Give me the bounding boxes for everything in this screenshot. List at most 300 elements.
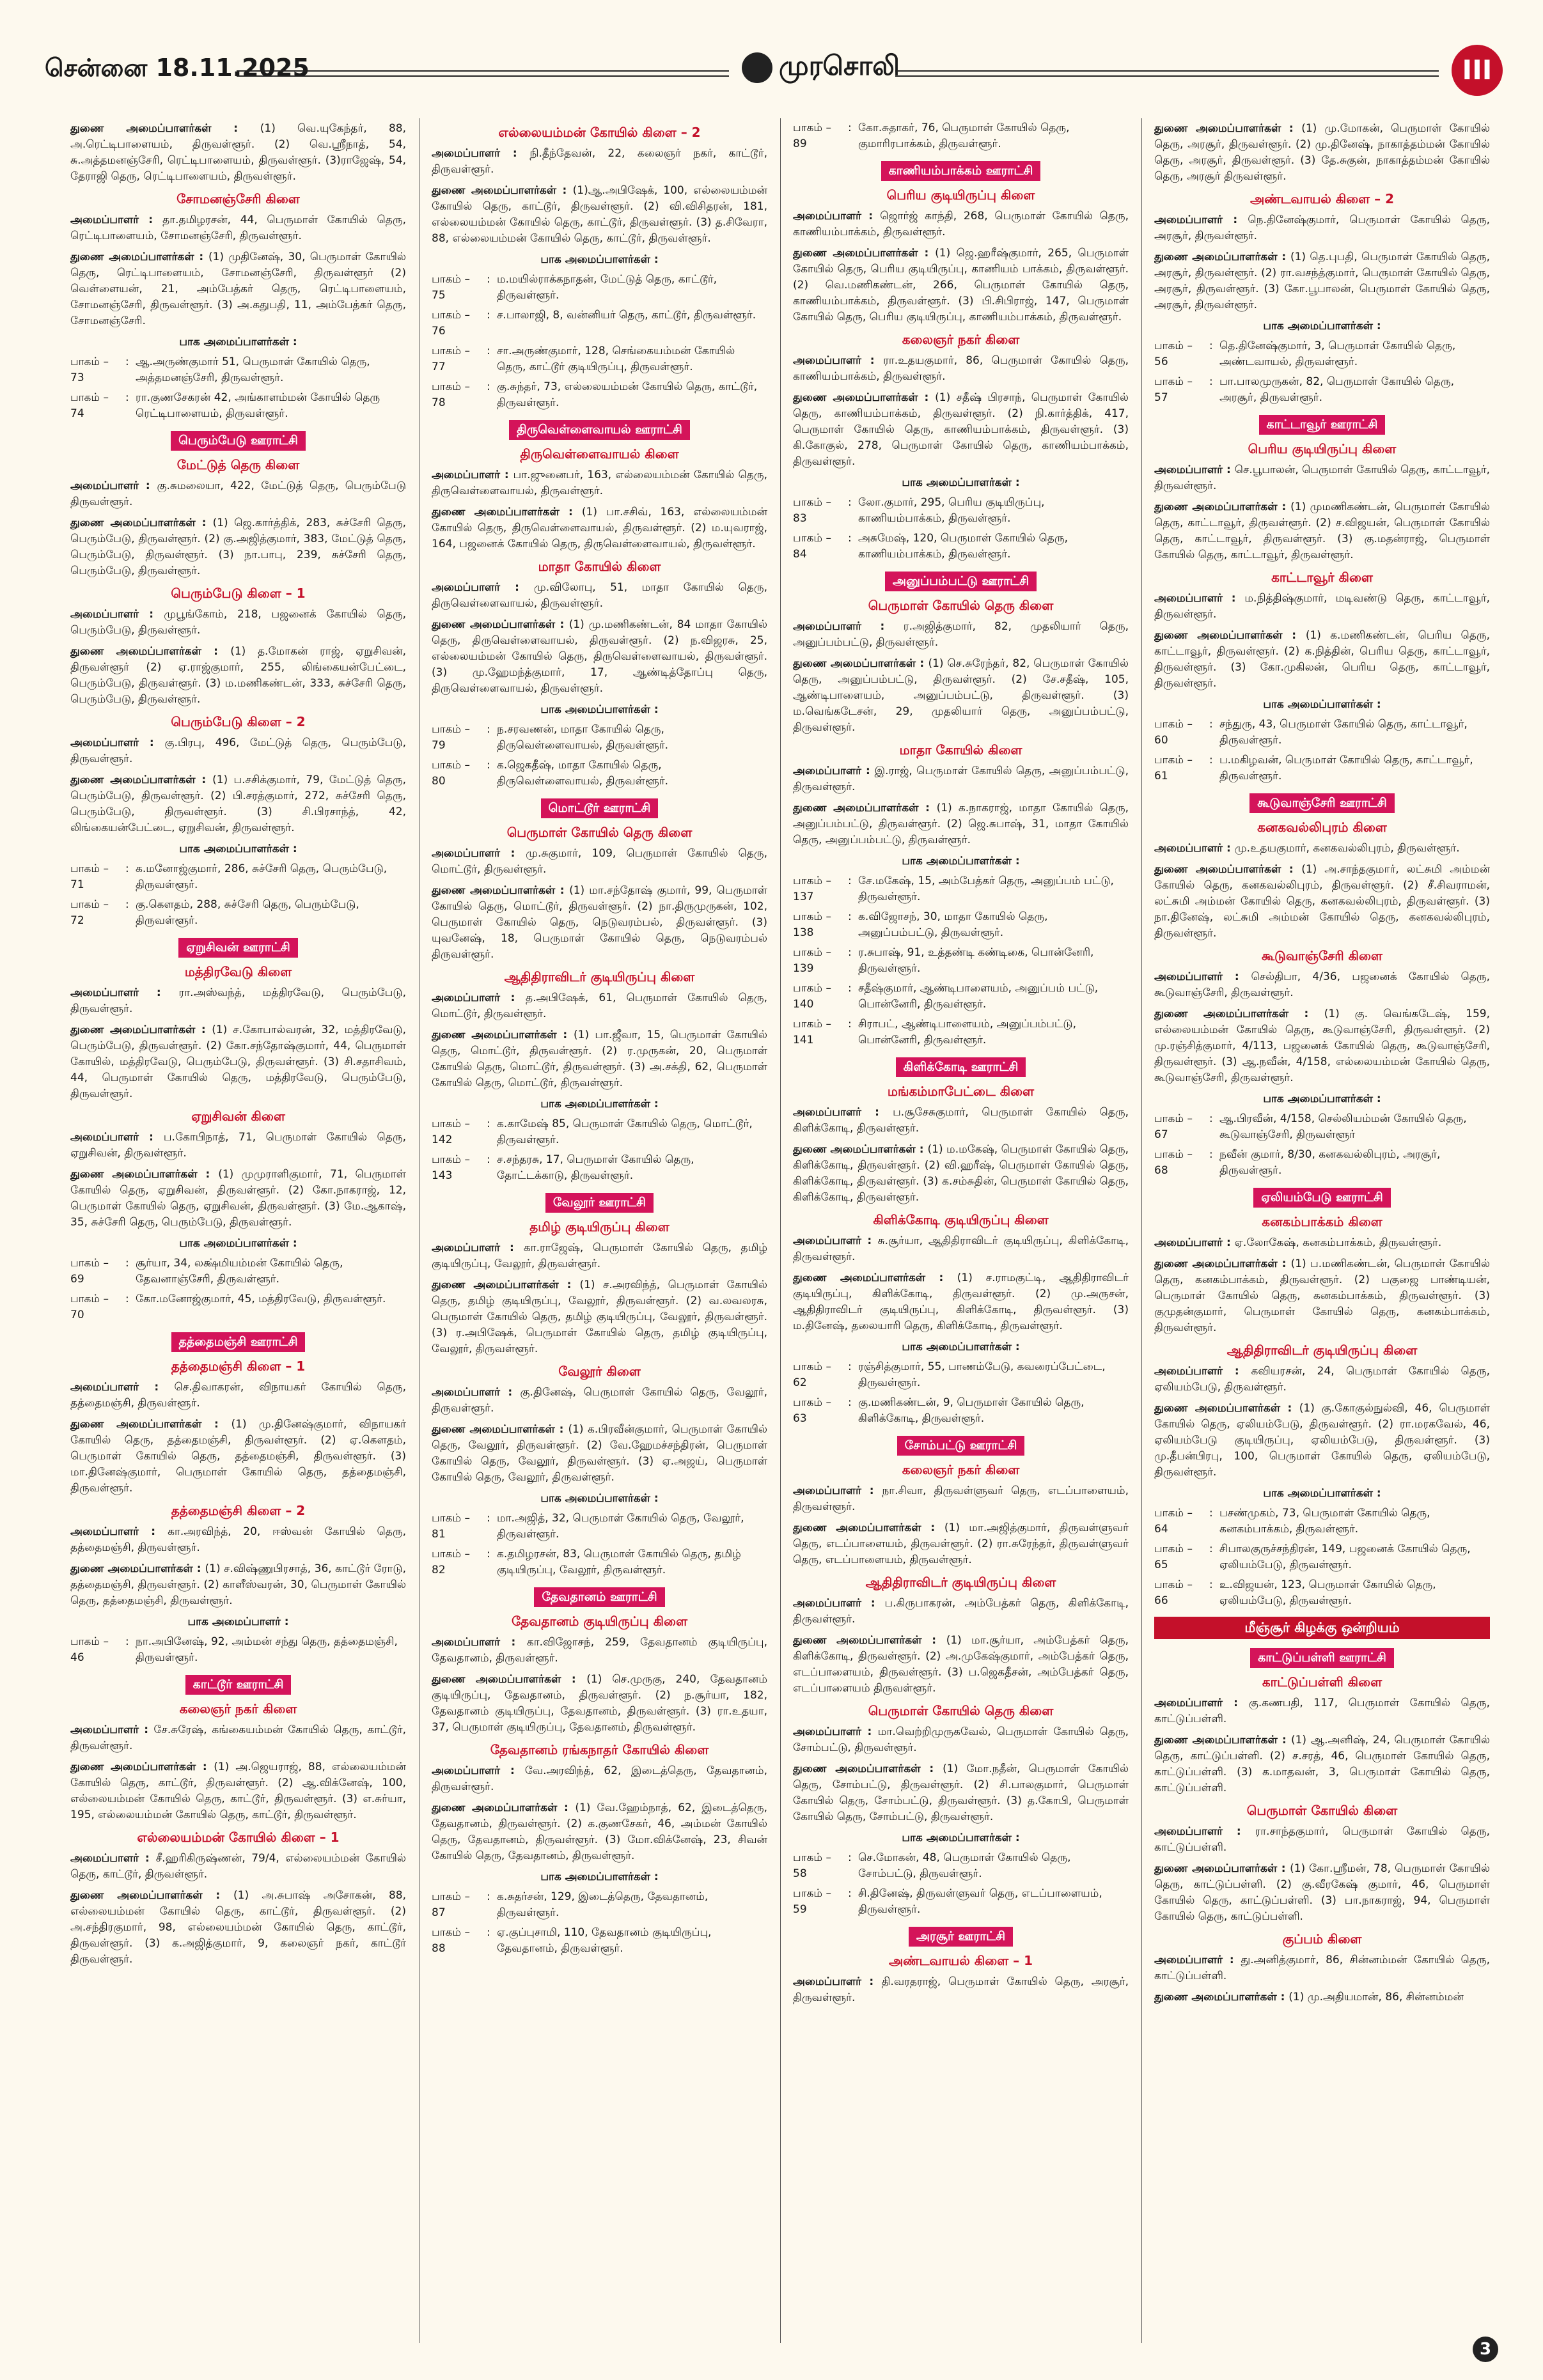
office-bearer-entry [432,1240,767,1272]
booth-entry [432,1116,767,1148]
role-label: துணை அமைப்பாளர்கள் : [793,391,936,404]
role-label: துணை அமைப்பாளர்கள் : [1154,863,1302,876]
booth-entry [793,1850,1129,1882]
booth-number: பாகம் – 84 [793,532,831,561]
office-bearer-entry [1154,591,1490,623]
entry-text: (1) அ.ஜெயராஜ், 88, எல்லையம்மன் கோயில் தெரு, காட்டூர், திருவள்ளூர். (2) ஆ.விக்னேஷ், 100, எல்லையம்மன் கோயில் தெரு, காட்டூர், திருவள்ளூர். (3) எ.சுர்யா, 195, எல்லையம்மன் கோயில் தெரு, காட்டூர், திருவள்ளூர். [70,1761,406,1821]
booth-subheading: பாக அமைப்பாளர்கள் : [1263,1093,1381,1105]
office-bearer-entry [432,467,767,499]
entry-text: மு.உதயகுமார், கனகவல்லிபுரம், திருவள்ளூர். [1234,842,1460,855]
booth-organiser: சந்துரு, 43, பெருமாள் கோயில் தெரு, காட்டாவூர், திருவள்ளூர். [1219,718,1468,747]
office-bearer-entry [432,617,767,697]
role-label: அமைப்பாளர் : [1154,463,1235,476]
entry-text: ரா.உதயகுமார், 86, பெருமாள் கோயில் தெரு, காணியம்பாக்கம், திருவள்ளூர். [793,354,1129,383]
separator: : [848,121,852,134]
booth-subheading: பாக அமைப்பாளர்கள் : [902,855,1020,867]
office-bearer-entry [793,1761,1129,1825]
booth-entry [1154,374,1490,406]
booth-subheading: பாக அமைப்பாளர்கள் : [179,843,297,855]
booth-entry [1154,717,1490,749]
role-label: துணை அமைப்பாளர்கள் : [432,1801,576,1814]
office-bearer-entry [70,1851,406,1883]
separator: : [848,910,852,923]
entry-text: (1) மு.தினேஷ்குமார், விநாயகர் கோயில் தெரு, தத்தைமஞ்சி, திருவள்ளூர். (2) ஏ.கௌதம், பெருமாள் கோயில் தெரு, தத்தைமஞ்சி, திருவள்ளூர். (3) மா.தினேஷ்குமார், பெருமாள் கோயில் தெரு, தத்தைமஞ்சி, திருவள்ளூர். [70,1418,406,1495]
office-bearer-entry [432,183,767,247]
entry-text: கு.பிரபு, 496, மேட்டுத் தெரு, பெரும்பேடு, திருவள்ளூர். [70,736,406,765]
role-label: துணை அமைப்பாளர்கள் : [70,1023,212,1036]
entry-text: (1) கு.கோகுல்நுல்வி, 46, பெருமாள் கோயில் தெரு, ஏலியம்பேடு, திருவள்ளூர். (2) ரா.மரகவேல், 46, ஏலியம்பேடு குடியிருப்பு, ஏலியம்பேடு, திருவள்ளூர். (3) மு.தீபன்பிரபு, 100, பெருமாள் கோயில் தெரு, ஏலியம்பேடு, திருவள்ளூர். [1154,1402,1490,1479]
branch-heading: அண்டவாயல் கிளை – 1 [888,1953,1033,1968]
office-bearer-entry [793,1974,1129,2006]
booth-entry [70,861,406,893]
role-label: அமைப்பாளர் : [793,765,875,777]
role-label: துணை அமைப்பாளர்கள் : [432,1673,587,1686]
office-bearer-entry [793,619,1129,651]
booth-number: பாகம் – 87 [432,1890,470,1919]
booth-entry [793,1886,1129,1918]
separator: : [848,1887,852,1900]
column-4 [1154,118,1490,2343]
entry-text: கா.அரவிந்த், 20, ஈஸ்வன் கோயில் தெரு, தத்தைமஞ்சி, திருவள்ளூர். [70,1525,406,1554]
booth-number: பாகம் – 143 [432,1153,470,1182]
office-bearer-entry [1154,499,1490,563]
entry-text: (1) ஜெ.கார்த்திக், 283, சுச்சேரி தெரு, பெரும்பேடு, திருவள்ளூர். (2) கு.அஜித்குமார், 383, மேட்டுத் தெரு, பெரும்பேடு, திருவள்ளூர். (3) நா.பாபு, 239, சுச்சேரி தெரு, பெரும்பேடு, திருவள்ளூர். [70,517,406,577]
booth-number: பாகம் – 64 [1154,1507,1193,1536]
role-label: துணை அமைப்பாளர்கள் : [70,1418,231,1431]
separator: : [1209,718,1213,731]
role-label: துணை அமைப்பாளர்கள் : [793,1272,957,1284]
booth-organiser: க.விஜோசந், 30, மாதா கோயில் தெரு, அனுப்பம்பட்டு, திருவள்ளூர். [858,910,1048,939]
panchayat-heading: பெரும்பேடு ஊராட்சி [171,431,306,451]
office-bearer-entry [793,1724,1129,1756]
office-bearer-entry [70,1722,406,1754]
role-label: அமைப்பாளர் : [1154,1954,1241,1966]
role-label: அமைப்பாளர் : [432,847,526,860]
entry-text: (1) ஆ.அனிஷ், 24, பெருமாள் கோயில் தெரு, காட்டுப்பள்ளி. (2) ச.சரத், 46, பெருமாள் கோயில் தெரு, காட்டுப்பள்ளி. (3) க.மாதவன், 3, பெருமாள் கோயில் தெரு, காட்டுப்பள்ளி. [1154,1734,1490,1794]
office-bearer-entry [1154,1401,1490,1481]
role-label: அமைப்பாளர் : [793,1725,878,1738]
entry-text: (1) பா.ஜீவா, 15, பெருமாள் கோயில் தெரு, மொட்டூர், திருவள்ளூர். (2) ர.முருகன், 20, பெருமாள் கோயில் தெரு, மொட்டூர், திருவள்ளூர். (3) அ.சக்தி, 62, பெருமாள் கோயில் தெரு, மொட்டூர், திருவள்ளூர். [432,1029,767,1089]
entry-text: மு.விலோபு, 51, மாதா கோயில் தெரு, திருவெள்ளைவாயல், திருவள்ளூர். [432,581,767,610]
office-bearer-entry [793,1142,1129,1206]
entry-text: செ.திவாகரன், விநாயகர் கோயில் தெரு, தத்தைமஞ்சி, திருவள்ளூர். [70,1381,406,1410]
branch-heading: ஏறுசிவன் கிளை [191,1108,285,1124]
branch-heading: கிளிக்கோடி குடியிருப்பு கிளை [873,1212,1049,1227]
booth-entry [432,1152,767,1184]
office-bearer-entry [793,1483,1129,1515]
branch-heading: பெருமாள் கோயில் தெரு கிளை [868,1703,1054,1718]
entry-text: (1) ச.ராமகுட்டி, ஆதிதிராவிடர் குடியிருப்பு, கிளிக்கோடி, திருவள்ளூர். (2) மு.அருசன், ஆதிதிராவிடர் குடியிருப்பு, கிளிக்கோடி, திருவள்ளூர். (3) ம.தினேஷ், தலையாரி தெரு, கிளிக்கோடி, திருவள்ளூர். [793,1272,1129,1332]
entry-text: (1) மா.சந்தோஷ் குமார், 99, பெருமாள் கோயில் தெரு, மொட்டூர், திருவள்ளூர். (2) நா.திருமுருகன், 102, பெருமாள் கோயில் தெரு, நெடுவரம்பல், திருவள்ளூர். (3) யுவனேஷ், 18, பெருமாள் கோயில் தெரு, நெடுவரம்பல் திருவள்ளூர். [432,884,767,961]
booth-entry [1154,1147,1490,1179]
booth-number: பாகம் – 59 [793,1887,831,1916]
entry-text: ஜொர்ஜ் காந்தி, 268, பெருமாள் கோயில் தெரு, காணியம்பாக்கம், திருவள்ளூர். [793,210,1129,238]
booth-entry [793,120,1129,152]
separator: : [1209,1112,1213,1125]
booth-subheading: பாக அமைப்பாளர்கள் : [902,476,1020,489]
booth-organiser: சா.அருண்குமார், 128, செங்கையம்மன் கோயில் தெரு, காட்டூர் குடியிருப்பு, திருவள்ளூர். [497,345,735,373]
entry-text: இ.ராஜ், பெருமாள் கோயில் தெரு, அனுப்பம்பட்டு, திருவள்ளூர். [793,765,1129,793]
booth-number: பாகம் – 141 [793,1018,831,1046]
booth-subheading: பாக அமைப்பாளர்கள் : [540,1492,659,1505]
entry-text: (1) பா.சசிவ், 163, எல்லையம்மன் கோயில் தெரு, திருவெள்ளைவாயல், திருவள்ளூர். (2) ம.யுவராஜ், 164, பஜனைக் கோயில் தெரு, திருவெள்ளைவாயல், திருவள்ளூர். [432,506,767,550]
office-bearer-entry [1154,249,1490,313]
office-bearer-entry [1154,1006,1490,1086]
booth-organiser: அசுமேஷ், 120, பெருமாள் கோயில் தெரு, காணியம்பாக்கம், திருவள்ளூர். [858,532,1069,561]
entry-text: செ.பூபாலன், பெருமாள் கோயில் தெரு, காட்டாவூர், திருவள்ளூர். [1154,463,1490,492]
role-label: துணை அமைப்பாளர்கள் : [793,1521,944,1534]
office-bearer-entry [432,990,767,1022]
booth-number: பாகம் – 70 [70,1293,109,1321]
union-banner: மீஞ்சூர் கிழக்கு ஒன்றியம் [1154,1617,1490,1639]
separator: : [848,875,852,887]
booth-number: பாகம் – 77 [432,345,470,373]
office-bearer-entry [1154,212,1490,244]
role-label: அமைப்பாளர் : [793,1597,885,1610]
entry-text: (1) ப.சசிக்குமார், 79, மேட்டுத் தெரு, பெரும்பேடு, திருவள்ளூர். (2) பி.சரத்குமார், 272, சுச்சேரி தெரு, பெரும்பேடு, திருவள்ளூர். (3) சி.பிரசாந்த், 42, லிங்கையன்பேட்டை, ஏறுசிவன், திருவள்ளூர். [70,774,406,834]
office-bearer-entry [1154,1989,1490,2005]
office-bearer-entry [70,985,406,1017]
role-label: துணை அமைப்பாளர்கள் : [70,1761,214,1773]
entry-text: (1) க.பிரவீன்குமார், பெருமாள் கோயில் தெரு, வேலூர், திருவள்ளூர். (2) வே.ஹேமச்சந்திரன், பெருமாள் கோயில் தெரு, வேலூர், திருவள்ளூர். (3) ஏ.அஜய், பெருமாள் கோயில் தெரு, வேலூர், திருவள்ளூர். [432,1423,767,1484]
booth-organiser: சிராபட், ஆண்டிபாளையம், அனுப்பம்பட்டு, பொன்னேரி, திருவள்ளூர். [858,1018,1077,1046]
panchayat-heading: தத்தைமஞ்சி ஊராட்சி [171,1332,306,1352]
column-3 [793,118,1129,2343]
role-label: துணை அமைப்பாளர்கள் : [70,645,231,658]
entry-text: (1) அ.சுபாஷ் அசோகன், 88, எல்லையம்மன் கோயில் தெரு, காட்டூர், திருவள்ளூர். (2) அ.சந்திரகுமார், 98, எல்லையம்மன் கோயில் தெரு, காட்டூர், திருவள்ளூர். (3) க.அஜித்குமார், 9, கலைஞர் நகர், காட்டூர் திருவள்ளூர். [70,1889,406,1966]
separator: : [1209,1507,1213,1520]
panchayat-heading: சோம்பட்டு ஊராட்சி [897,1436,1025,1456]
role-label: துணை அமைப்பாளர்கள் : [432,1029,574,1041]
branch-heading: மங்கம்மாபேட்டை கிளை [887,1084,1035,1099]
entry-text: (1) கு. வெங்கடேஷ், 159, எல்லையம்மன் கோயில் தெரு, கூடுவாஞ்சேரி, திருவள்ளூர். (2) மு.ரஞ்சித்குமார், 4/113, பஜனைக் கோயில் தெரு, கூடுவாஞ்சேரி, திருவள்ளூர். (3) ஆ.நவீன், 4/158, எல்லையம்மன் கோயில் தெரு, கூடுவாஞ்சேரி, திருவள்ளூர். [1154,1007,1490,1084]
entry-text: (1) வெ.யுகேந்தர், 88, அ.ரெட்டிபாளையம், திருவள்ளூர். (2) வெ.ஸ்ரீநாத், 54, சு.அத்தமனஞ்சேரி, ரெட்டிபாளையம், திருவள்ளூர். (3)ராஜேஷ், 54, தேராஜி தெரு, ரெட்டிபாளையம், திருவள்ளூர். [70,122,406,183]
role-label: அமைப்பாளர் : [70,736,165,749]
booth-number: பாகம் – 62 [793,1360,831,1389]
separator: : [125,898,129,911]
issue-date: சென்னை 18.11.2025 [45,54,309,82]
office-bearer-entry [793,763,1129,795]
role-label: துணை அமைப்பாளர்கள் : [1154,1257,1291,1270]
role-label: அமைப்பாளர் : [1154,842,1235,855]
role-label: துணை அமைப்பாளர்கள் : [1154,251,1290,263]
role-label: அமைப்பாளர் : [70,479,157,492]
entry-text: (1) முமணிகண்டன், பெருமாள் கோயில் தெரு, காட்டாவூர், திருவள்ளூர். (2) ச.விஜயன், பெருமாள் கோயில் தெரு, காட்டாவூர், திருவள்ளூர். (3) கு.மதன்ராஜ், பெருமாள் கோயில் தெரு, காட்டாவூர், திருவள்ளூர். [1154,501,1490,561]
panchayat-heading: காட்டாவூர் ஊராட்சி [1259,415,1386,435]
booth-number: பாகம் – 83 [793,496,831,525]
panchayat-heading: காணியம்பாக்கம் ஊராட்சி [881,161,1041,181]
office-bearer-entry [1154,1732,1490,1796]
role-label: துணை அமைப்பாளர்கள் : [432,506,582,518]
separator: : [848,1396,852,1409]
office-bearer-entry [793,1596,1129,1628]
branch-heading: ஆதிதிராவிடர் குடியிருப்பு கிளை [1226,1342,1418,1358]
entry-text: (1) முதினேஷ், 30, பெருமாள் கோயில் தெரு, ரெட்டிபாளையம், சோமனஞ்சேரி, திருவள்ளூர் (2) வெள்ளையன், 21, அம்பேத்கர் தெரு, ரெட்டிபாளையம், சோமனஞ்சேரி, திருவள்ளூர். (3) அ.கதுபதி, 11, அம்பேத்கர் தெரு, சோமனஞ்சேரி. [70,251,406,327]
booth-number: பாகம் – 63 [793,1396,831,1425]
office-bearer-entry [432,846,767,878]
role-label: துணை அமைப்பாளர்கள் : [793,1143,928,1156]
booth-organiser: ச.பாலாஜி, 8, வன்னியர் தெரு, காட்டூர், திருவள்ளூர். [497,309,756,322]
office-bearer-entry [793,1105,1129,1137]
booth-entry [793,981,1129,1013]
booth-entry [70,1634,406,1666]
booth-entry [1154,1111,1490,1143]
panchayat-heading: அனுப்பம்பட்டு ஊராட்சி [885,572,1037,591]
office-bearer-entry [432,580,767,612]
booth-organiser: கோ.சுதாகர், 76, பெருமாள் கோயில் தெரு, குமாரிரபாக்கம், திருவள்ளூர். [858,121,1070,150]
column-2 [432,118,767,2343]
booth-organiser: ந.சரவணன், மாதா கோயில் தெரு, திருவெள்ளைவாயல், திருவள்ளூர். [497,723,669,752]
entry-text: (1)ஆ.அபிஷேக், 100, எல்லையம்மன் கோயில் தெரு, காட்டூர், திருவள்ளூர். (2) வி.விசிதரன், 181, எல்லையம்மன் கோயில் தெரு, காட்டூர், திருவள்ளூர். (3) த.சிவேரா, 88, எல்லையம்மன் கோயில் தெரு, காட்டூர், திருவள்ளூர். [432,184,767,245]
role-label: அமைப்பாளர் : [432,1764,525,1777]
office-bearer-entry [793,800,1129,848]
branch-heading: கலைஞர் நகர் கிளை [179,1701,297,1716]
role-label: துணை அமைப்பாளர்கள் : [70,774,213,786]
booth-number: பாகம் – 65 [1154,1543,1193,1571]
booth-entry [70,354,406,386]
role-label: அமைப்பாளர் : [70,214,163,226]
separator: : [1209,1543,1213,1555]
booth-entry [793,1016,1129,1048]
office-bearer-entry [1154,1256,1490,1336]
separator: : [1209,375,1213,388]
entry-text: (1) மு.மணிகண்டன், 84 மாதா கோயில் தெரு, திருவெள்ளைவாயல், திருவள்ளூர். (2) ந.விஜரசு, 25, எல்லையம்மன் கோயில் தெரு, திருவெள்ளைவாயல், திருவள்ளூர். (3) மு.ஹேமந்த்குமார், 17, ஆண்டித்தோப்பு தெரு, திருவெள்ளைவாயல், திருவள்ளூர். [432,618,767,695]
booth-subheading: பாக அமைப்பாளர்கள் : [902,1832,1020,1844]
entry-text: ரா.அஸ்வந்த், மத்திரவேடு, பெரும்பேடு, திருவள்ளூர். [70,986,406,1015]
role-label: அமைப்பாளர் : [432,469,513,481]
booth-number: பாகம் – 137 [793,875,831,903]
entry-text: (1) ச.கோபால்வரன், 32, மத்திரவேடு, பெரும்பேடு, திருவள்ளூர். (2) கோ.சந்தோஷ்குமார், 44, பெருமாள் கோயில், மத்திரவேடு, பெரும்பேடு, திருவள்ளூர். (3) சி.சதாசிவம், 44, பெருமாள் கோயில் தெரு, மத்திரவேடு, பெரும்பேடு, திருவள்ளூர். [70,1023,406,1100]
office-bearer-entry [1154,462,1490,494]
entry-text: (1) மா.அஜித்குமார், திருவள்ளுவர் தெரு, எடப்பாளையம், திருவள்ளூர். (2) ரா.சுரேந்தர், திருவள்ளுவர் தெரு, எடப்பாளையம், திருவள்ளூர். [793,1521,1129,1566]
office-bearer-entry [70,772,406,836]
booth-organiser: ப.மகிழவன், பெருமாள் கோயில் தெரு, காட்டாவூர், திருவள்ளூர். [1219,754,1473,782]
booth-number: பாகம் – 67 [1154,1112,1193,1141]
booth-entry [432,379,767,411]
role-label: அமைப்பாளர் : [432,1636,527,1649]
booth-organiser: நா.அபினேஷ், 92, அம்மன் சந்து தெரு, தத்தைமஞ்சி, திருவள்ளூர். [136,1635,398,1664]
entry-text: கா.விஜோசந், 259, தேவதானம் குடியிருப்பு, தேவதானம், திருவள்ளூர். [432,1636,767,1665]
office-bearer-entry [70,644,406,708]
branch-heading: மாதா கோயில் கிளை [538,559,661,574]
role-label: அமைப்பாளர் : [1154,592,1245,605]
booth-subheading: பாக அமைப்பாளர்கள் : [1263,698,1381,711]
branch-heading: குப்பம் கிளை [1282,1931,1362,1947]
panchayat-heading: ஏறுசிவன் ஊராட்சி [178,938,297,958]
separator: : [487,723,490,736]
panchayat-heading: மொட்டூர் ஊராட்சி [541,798,659,818]
branch-heading: கலைஞர் நகர் கிளை [902,1462,1020,1477]
entry-text: (1) ச.அரவிந்த், பெருமாள் கோயில் தெரு, தமிழ் குடியிருப்பு, வேலூர், திருவள்ளூர். (2) வ.லவலரசு, பெருமாள் கோயில் தெரு, தமிழ் குடியிருப்பு, வேலூர், திருவள்ளூர். (3) ர.அபிஷேக், பெருமாள் கோயில் தெரு, தமிழ் குடியிருப்பு, வேலூர், திருவள்ளூர். [432,1279,767,1355]
role-label: துணை அமைப்பாளர்கள் : [793,1762,943,1775]
entry-text: (1) அ.சாந்தகுமார், லட்சுமி அம்மன் கோயில் தெரு, கனகவல்லிபுரம், திருவள்ளூர். (2) சீ.சிவராமன், லட்சுமி அம்மன் கோயில் தெரு, கனகவல்லிபுரம், திருவள்ளூர். (3) நா.தினேஷ், லட்சுமி அம்மன் கோயில் தெரு, கனகவல்லிபுரம், திருவள்ளூர். [1154,863,1490,940]
entry-text: (1) மு.அதியமான், 86, சின்னம்மன் [1288,1991,1464,2003]
office-bearer-entry [1154,1861,1490,1925]
entry-text: கவியரசன், 24, பெருமாள் கோயில் தெரு, ஏலியம்பேடு, திருவள்ளூர். [1154,1365,1490,1394]
booth-organiser: தெ.தினேஷ்குமார், 3, பெருமாள் கோயில் தெரு, அண்டவாயல், திருவள்ளூர். [1219,339,1456,368]
booth-entry [793,873,1129,905]
booth-organiser: க.சுதர்சன், 129, இடைத்தெரு, தேவதானம், திருவள்ளூர். [497,1890,709,1919]
booth-number: பாகம் – 66 [1154,1578,1193,1607]
role-label: துணை அமைப்பாளர்கள் : [1154,1862,1290,1875]
separator: : [487,1153,490,1166]
role-label: அமைப்பாளர் : [1154,970,1251,983]
separator: : [848,1851,852,1864]
office-bearer-entry [70,607,406,639]
entry-text: சே.சுரேஷ், கங்கையம்மன் கோயில் தெரு, காட்டூர், திருவள்ளூர். [70,1723,406,1752]
branch-heading: எல்லையம்மன் கோயில் கிளை – 2 [498,125,701,140]
entry-text: (1) மா.சூர்யா, அம்பேத்கர் தெரு, கிளிக்கோடி, திருவள்ளூர். (2) அ.முகேஷ்குமார், அம்பேத்கர் தெரு, எடப்பாளையம், திருவள்ளூர். (3) ப.ஜெகதீசன், அம்பேத்கர் தெரு, எடப்பாளையம் திருவள்ளூர். [793,1634,1129,1695]
separator: : [487,345,490,357]
separator: : [487,1512,490,1525]
booth-subheading: பாக அமைப்பாளர்கள் : [540,1098,659,1110]
booth-organiser: ம.மயில்ராக்கநாதன், மேட்டுத் தெரு, காட்டூர், திருவள்ளூர். [497,273,717,302]
office-bearer-entry [793,1633,1129,1697]
panchayat-heading: திருவெள்ளைவாயல் ஊராட்சி [509,420,690,440]
entry-text: (1) முமுராளிகுமார், 71, பெருமாள் கோயில் தெரு, ஏறுசிவன், திருவள்ளூர். (2) கோ.நாகராஜ், 12, பெருமாள் கோயில் தெரு, ஏறுசிவன், திருவள்ளூர். (3) மே.ஆகாஷ், 35, சுச்சேரி தெரு, பெரும்பேடு, திருவள்ளூர். [70,1168,406,1229]
booth-organiser: கு.கெளதம், 288, சுச்சேரி தெரு, பெரும்பேடு, திருவள்ளூர். [136,898,359,927]
booth-entry [432,343,767,375]
booth-number: பாகம் – 82 [432,1548,470,1576]
booth-organiser: க.ஜெகதீஷ், மாதா கோயில் தெரு, திருவெள்ளைவாயல், திருவள்ளூர். [497,759,669,788]
office-bearer-entry [70,1561,406,1609]
entry-text: (1) க.மணிகண்டன், பெரிய தெரு, காட்டாவூர், திருவள்ளூர். (2) க.நித்தின், பெரிய தெரு, காட்டாவூர், திருவள்ளூர். (3) கோ.முகிலன், பெரிய தெரு, காட்டாவூர், திருவள்ளூர். [1154,629,1490,690]
booth-subheading: பாக அமைப்பாளர்கள் : [540,253,659,266]
role-label: அமைப்பாளர் : [432,1386,521,1399]
booth-number: பாகம் – 76 [432,309,470,338]
booth-number: பாகம் – 78 [432,380,470,409]
role-label: அமைப்பாளர் : [793,1484,882,1497]
booth-number: பாகம் – 75 [432,273,470,302]
entry-text: ரா.சாந்தகுமார், பெருமாள் கோயில் தெரு, காட்டுப்பள்ளி. [1154,1825,1490,1854]
booth-entry [432,1511,767,1543]
separator: : [487,273,490,286]
branch-heading: ஆதிதிராவிடர் குடியிருப்பு கிளை [504,969,695,984]
entry-text: மா.வெற்றிமுருகவேல், பெருமாள் கோயில் தெரு, சோம்பட்டு, திருவள்ளூர். [793,1725,1129,1754]
entry-text: கு.சுமலையா, 422, மேட்டுத் தெரு, பெரும்பேடு திருவள்ளூர். [70,479,406,508]
booth-number: பாகம் – 57 [1154,375,1193,404]
entry-text: முபூங்கோம், 218, பஜனைக் கோயில் தெரு, பெரும்பேடு, திருவள்ளூர். [70,608,406,637]
separator: : [1209,1578,1213,1591]
booth-entry [1154,338,1490,370]
entry-text: கு.தினேஷ், பெருமாள் கோயில் தெரு, வேலூர், திருவள்ளூர். [432,1386,767,1415]
role-label: அமைப்பாளர் : [1154,214,1248,226]
separator: : [487,380,490,393]
entry-text: சு.சூர்யா, ஆதிதிராவிடர் குடியிருப்பு, கிளிக்கோடி, திருவள்ளூர். [793,1234,1129,1263]
role-label: துணை அமைப்பாளர்கள் : [432,1423,568,1436]
role-label: துணை அமைப்பாளர்கள் : [432,884,570,897]
office-bearer-entry [70,121,406,185]
booth-subheading: பாக அமைப்பாளர்கள் : [1263,1487,1381,1500]
header-rule-right [895,70,1439,77]
office-bearer-entry [1154,1695,1490,1727]
role-label: அமைப்பாளர் : [793,620,904,633]
entry-text: (1) ஜெ.ஹரீஷ்குமார், 265, பெருமாள் கோயில் தெரு, பெரிய குடியிருப்பு, காணியம் பாக்கம், திருவள்ளூர். (2) வெ.மணிகண்டன், 266, பெருமாள் கோயில் தெரு, காணியம்பாக்கம், திருவள்ளூர். (3) பி.சிபிராஜ், 147, பெருமாள் கோயில் தெரு, பெரிய குடியிருப்பு, காணியம்பாக்கம், திருவள்ளூர். [793,247,1129,323]
entry-text: (1) சதீஷ் பிரசாந், பெருமாள் கோயில் தெரு, காணியம்பாக்கம், திருவள்ளூர். (2) நி.கார்த்திக், 417, பெருமாள் கோயில் தெரு, காணியம்பாக்கம், திருவள்ளூர். (3) கி.கோகுல், 278, பெருமாள் கோயில் தெரு, காணியம்பாக்கம், திருவள்ளூர். [793,391,1129,468]
separator: : [848,532,852,545]
booth-entry [1154,1577,1490,1609]
booth-organiser: சூர்யா, 34, லக்ஷ்மியம்மன் கோயில் தெரு, தேவனாஞ்சேரி, திருவள்ளூர். [136,1257,343,1286]
role-label: துணை அமைப்பாளர்கள் : [1154,629,1306,642]
office-bearer-entry [432,1027,767,1091]
booth-organiser: க.காமேஷ் 85, பெருமாள் கோயில் தெரு, மொட்டூர், திருவள்ளூர். [497,1117,753,1146]
entry-text: சீ.ஹரிகிருஷ்ணன், 79/4, எல்லையம்மன் கோயில் தெரு, காட்டூர், திருவள்ளூர். [70,1852,406,1881]
entry-text: (1) வே.ஹேம்நாத், 62, இடைத்தெரு, தேவதானம், திருவள்ளூர். (2) க.குணசேகர், 46, அம்மன் கோயில் தெரு, தேவதானம், திருவள்ளூர். (3) மோ.விக்னேஷ், 23, சிவன் கோயில் தெரு, தேவதானம், திருவள்ளூர். [432,1801,767,1862]
separator: : [1209,1148,1213,1161]
separator: : [125,862,129,875]
entry-text: ப.கோபிநாத், 71, பெருமாள் கோயில் தெரு, ஏறுசிவன், திருவள்ளூர். [70,1131,406,1160]
booth-number: பாகம் – 46 [70,1635,109,1664]
booth-entry [793,1395,1129,1427]
role-label: துணை அமைப்பாளர்கள் : [70,251,208,263]
booth-organiser: க.தமிழரசன், 83, பெருமாள் கோயில் தெரு, தமிழ் குடியிருப்பு, வேலூர், திருவள்ளூர். [497,1548,741,1576]
office-bearer-entry [70,1167,406,1231]
office-bearer-entry [793,1270,1129,1334]
role-label: துணை அமைப்பாளர்கள் : [70,1168,219,1181]
branch-heading: பெருமாள் கோயில் தெரு கிளை [868,598,1054,613]
page-number-badge: III [1452,45,1503,96]
column-divider [780,118,781,2343]
role-label: துணை அமைப்பாளர்கள் : [793,247,936,260]
booth-number: பாகம் – 139 [793,946,831,975]
office-bearer-entry [1154,841,1490,857]
office-bearer-entry [1154,1235,1490,1251]
office-bearer-entry [1154,969,1490,1001]
office-bearer-entry [793,208,1129,240]
article-columns [70,118,1500,2343]
booth-organiser: ஆ.பிரவீன், 4/158, செல்லியம்மன் கோயில் தெரு, கூடுவாஞ்சேரி, திருவள்ளூர் [1219,1112,1467,1141]
page-footer-number: 3 [1473,2337,1498,2362]
entry-text: நெ.தினேஷ்குமார், பெருமாள் கோயில் தெரு, அரசூர், திருவள்ளூர். [1154,214,1490,242]
booth-number: பாகம் – 88 [432,1926,470,1955]
entry-text: (1) மு.மோகன், பெருமாள் கோயில் தெரு, அரசூர், திருவள்ளூர். (2) மு.தினேஷ், நாகாத்தம்மன் கோயில் தெரு, அரசூர், திருவள்ளூர். (3) தே.சுகுன், நாகாத்தம்மன் கோயில் தெரு, அரசூர் திருவள்ளூர். [1154,122,1490,183]
role-label: துணை அமைப்பாளர்கள் : [70,1562,205,1575]
office-bearer-entry [793,390,1129,470]
entry-text: (1) மோ.நதீன், பெருமாள் கோயில் தெரு, சோம்பட்டு, திருவள்ளூர். (2) சி.பாலகுமார், பெருமாள் கோயில் தெரு, சோம்பட்டு, திருவள்ளூர். (3) த.கோபி, பெருமாள் கோயில் தெரு, சோம்பட்டு, திருவள்ளூர். [793,1762,1129,1823]
booth-entry [432,1925,767,1957]
role-label: துணை அமைப்பாளர்கள் : [1154,1734,1291,1746]
office-bearer-entry [1154,1824,1490,1856]
separator: : [125,1257,129,1270]
newspaper-logo [742,50,900,85]
branch-heading: தத்தைமஞ்சி கிளை – 2 [171,1503,306,1518]
separator: : [487,759,490,772]
role-label: துணை அமைப்பாளர்கள் : [1154,1007,1324,1020]
role-label: துணை அமைப்பாளர்கள் : [1154,1991,1289,2003]
booth-entry [432,722,767,754]
office-bearer-entry [1154,628,1490,692]
branch-heading: தத்தைமஞ்சி கிளை – 1 [171,1358,306,1374]
booth-number: பாகம் – 79 [432,723,470,752]
panchayat-heading: அரசூர் ஊராட்சி [909,1927,1013,1947]
separator: : [487,1926,490,1939]
role-label: துணை அமைப்பாளர்கள் : [1154,122,1302,135]
booth-entry [1154,1541,1490,1573]
separator: : [848,946,852,959]
office-bearer-entry [432,1800,767,1864]
entry-text: ப.கிருபாகரன், அம்பேத்கர் தெரு, கிளிக்கோடி, திருவள்ளூர். [793,1597,1129,1626]
booth-entry [793,909,1129,941]
role-label: துணை அமைப்பாளர்கள் : [432,184,573,197]
booth-number: பாகம் – 140 [793,982,831,1011]
booth-organiser: சிபாலகுருச்சந்திரன், 149, பஜனைக் கோயில் தெரு, ஏலியம்பேடு, திருவள்ளூர். [1219,1543,1471,1571]
entry-text: பா.ஜுனைபர், 163, எல்லையம்மன் கோயில் தெரு, திருவெள்ளைவாயல், திருவள்ளூர். [432,469,767,497]
office-bearer-entry [432,1277,767,1357]
entry-text: கு.கணபதி, 117, பெருமாள் கோயில் தெரு, காட்டுப்பள்ளி. [1154,1697,1490,1725]
booth-entry [70,897,406,929]
role-label: அமைப்பாளர் : [1154,1697,1249,1709]
booth-number: பாகம் – 80 [432,759,470,788]
